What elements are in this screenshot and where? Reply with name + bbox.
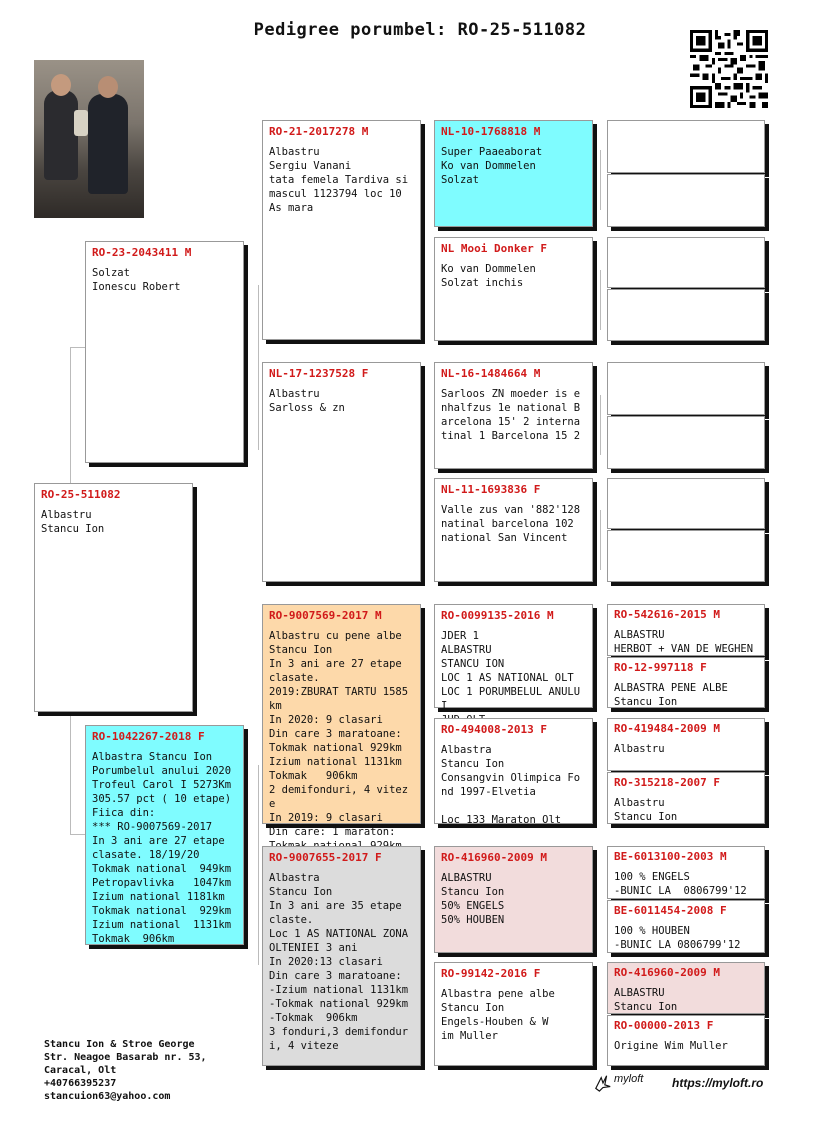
card-text: Albastra pene albe Stancu Ion Engels-Houben & W im Muller [441, 988, 555, 1042]
card-text: Albastru Stancu Ion [614, 797, 678, 823]
empty-card [607, 237, 765, 288]
sire-card[interactable] [85, 241, 244, 463]
ring-number: RO-21-2017278 M [269, 125, 369, 138]
ring-number: RO-9007655-2017 F [269, 851, 382, 864]
card-text: Albastru [614, 743, 665, 755]
ring-number: NL-17-1237528 F [269, 367, 369, 380]
g5-card-8[interactable] [607, 1015, 765, 1066]
sdd-card[interactable] [434, 478, 593, 582]
ring-number: RO-416960-2009 M [614, 966, 720, 979]
card-text: Super Paaeaborat Ko van Dommelen Solzat [441, 146, 543, 186]
dss-card[interactable] [434, 604, 593, 712]
qr-code-icon [690, 30, 768, 108]
ring-number: RO-25-511082 [41, 488, 121, 501]
card-text: Solzat Ionescu Robert [92, 267, 181, 293]
card-text: ALBASTRU HERBOT + VAN DE WEGHEN [614, 629, 754, 655]
owner-address: Stancu Ion & Stroe George Str. Neagoe Basarab nr. 53, Caracal, Olt +40766395237 stancuion63@yahoo.com [44, 1039, 207, 1102]
ring-number: NL-16-1484664 M [441, 367, 541, 380]
ring-number: NL-11-1693836 F [441, 483, 541, 496]
empty-card [607, 478, 765, 529]
card-text: ALBASTRA PENE ALBE Stancu Ion [614, 682, 728, 708]
dam-card[interactable] [85, 725, 244, 945]
g5-card-5[interactable] [607, 846, 765, 899]
ring-number: RO-416960-2009 M [441, 851, 547, 864]
owner-photo [34, 60, 144, 218]
card-text: Albastru Sarloss & zn [269, 388, 345, 414]
card-text: Ko van Dommelen Solzat inchis [441, 263, 536, 289]
dsd-card[interactable] [434, 718, 593, 824]
sss-card[interactable] [434, 120, 593, 227]
ring-number: RO-23-2043411 M [92, 246, 192, 259]
page-title: Pedigree porumbel: RO-25-511082 [253, 20, 587, 40]
empty-card [607, 416, 765, 469]
dam-sire-card[interactable] [262, 604, 421, 838]
card-text: Albastru Sergiu Vanani tata femela Tardiva si mascul 1123794 loc 10 As mara [269, 146, 409, 214]
ring-number: RO-315218-2007 F [614, 776, 720, 789]
sire-sire-card[interactable] [262, 120, 421, 340]
ring-number: RO-542616-2015 M [614, 608, 720, 621]
g5-card-6[interactable] [607, 900, 765, 953]
g5-card-3[interactable] [607, 718, 765, 771]
g5-card-1[interactable] [607, 604, 765, 656]
empty-card [607, 362, 765, 415]
ring-number: BE-6011454-2008 F [614, 904, 727, 917]
card-text: Albastra Stancu Ion Consangvin Olimpica Fond 1997-Elvetia Loc 133 Maraton Olt [441, 744, 581, 826]
g5-card-2[interactable] [607, 657, 765, 708]
empty-card [607, 120, 765, 173]
card-text: Sarloos ZN moeder is enhalfzus 1e national Barcelona 15' 2 internatinal 1 Barcelona 15 2 [441, 388, 581, 442]
sire-dam-card[interactable] [262, 362, 421, 582]
ring-number: NL-10-1768818 M [441, 125, 541, 138]
ring-number: NL Mooi Donker F [441, 242, 547, 255]
ssd-card[interactable] [434, 237, 593, 341]
ring-number: RO-419484-2009 M [614, 722, 720, 735]
g5-card-4[interactable] [607, 772, 765, 824]
ring-number: RO-00000-2013 F [614, 1019, 714, 1032]
sds-card[interactable] [434, 362, 593, 469]
card-text: 100 % ENGELS -BUNIC LA 0806799'12 [614, 871, 747, 897]
dds-card[interactable] [434, 846, 593, 953]
card-text: 100 % HOUBEN -BUNIC LA 0806799'12 [614, 925, 741, 951]
bird-logo-icon [594, 1074, 612, 1092]
ring-number: RO-0099135-2016 M [441, 609, 554, 622]
subject-card[interactable] [34, 483, 193, 712]
card-text: ALBASTRU Stancu Ion [614, 987, 678, 1013]
ring-number: RO-1042267-2018 F [92, 730, 205, 743]
card-text: ALBASTRU Stancu Ion 50% ENGELS 50% HOUBEN [441, 872, 505, 926]
ring-number: RO-9007569-2017 M [269, 609, 382, 622]
website-link[interactable]: https://myloft.ro [672, 1076, 764, 1090]
card-text: Valle zus van '882'128 natinal barcelona 102 national San Vincent [441, 504, 587, 544]
dam-dam-card[interactable] [262, 846, 421, 1066]
g5-card-7[interactable] [607, 962, 765, 1014]
card-text: Albastra Stancu Ion Porumbelul anului 2020 Trofeul Carol I 5273Km 305.57 pct ( 10 etape) Fiica din: *** RO-9007569-2017 In 3 ani are 27 etape clasate. 18/19/20 Tokmak national 949km Petropavlivka 1047km Izium national 1181km Tokmak national 929km Izium national 1131km Tokmak 906km [92, 751, 232, 945]
ddd-card[interactable] [434, 962, 593, 1066]
card-text: Albastru Stancu Ion [41, 509, 105, 535]
empty-card [607, 174, 765, 227]
brand-logo: myloft [614, 1073, 644, 1085]
ring-number: RO-99142-2016 F [441, 967, 541, 980]
empty-card [607, 289, 765, 341]
ring-number: RO-494008-2013 F [441, 723, 547, 736]
card-text: Origine Wim Muller [614, 1040, 728, 1052]
card-text: Albastra Stancu Ion In 3 ani are 35 etape claste. Loc 1 AS NATIONAL ZONA OLTENIEI 3 ani In 2020:13 clasari Din care 3 maratoane: -Izium national 1131km -Tokmak national 929km -Tokmak 906km 3 fonduri,3 demifonduri, 4 viteze [269, 872, 409, 1052]
empty-card [607, 530, 765, 582]
card-text: Albastru cu pene albe Stancu Ion In 3 ani are 27 etape clasate. 2019:ZBURAT TARTU 1585km In 2020: 9 clasari Din care 3 maratoane: Tokmak national 929km Izium national 1131km Tokmak 906km 2 demifonduri, 4 viteze In 2019: 9 clasari Din care: 1 maraton: [269, 630, 409, 838]
ring-number: BE-6013100-2003 M [614, 850, 727, 863]
ring-number: RO-12-997118 F [614, 661, 707, 674]
card-text: JDER 1 ALBASTRU STANCU ION LOC 1 AS NATIONAL OLT LOC 1 PORUMBELUL ANULUI [441, 630, 581, 712]
